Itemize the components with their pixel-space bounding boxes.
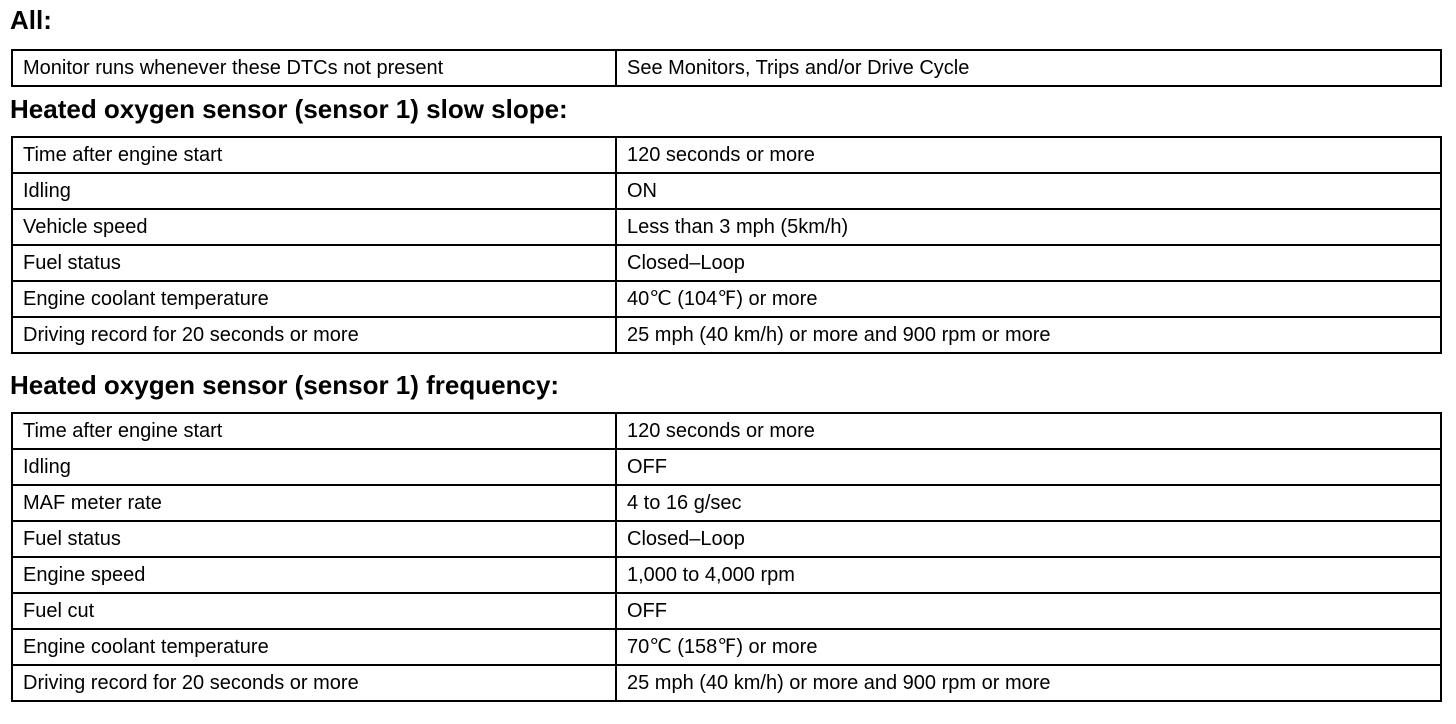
conditions-table-all <box>11 49 1442 87</box>
value-cell: 70℃ (158℉) or more <box>616 629 1441 665</box>
section-heading-all: All: <box>10 5 52 35</box>
condition-cell: Time after engine start <box>12 413 616 449</box>
value-cell: ON <box>616 173 1441 209</box>
condition-cell: Engine speed <box>12 557 616 593</box>
value-cell: See Monitors, Trips and/or Drive Cycle <box>616 50 1441 86</box>
table-row <box>12 449 1441 485</box>
table-row <box>12 593 1441 629</box>
value-cell: OFF <box>616 449 1441 485</box>
table-row <box>12 665 1441 701</box>
table-row <box>12 50 1441 86</box>
table-row <box>12 629 1441 665</box>
value-cell: 40℃ (104℉) or more <box>616 281 1441 317</box>
condition-cell: Driving record for 20 seconds or more <box>12 317 616 353</box>
value-cell: 120 seconds or more <box>616 137 1441 173</box>
value-cell: 25 mph (40 km/h) or more and 900 rpm or more <box>616 665 1441 701</box>
table-row <box>12 209 1441 245</box>
value-cell: Closed–Loop <box>616 521 1441 557</box>
table-row <box>12 413 1441 449</box>
condition-cell: Driving record for 20 seconds or more <box>12 665 616 701</box>
condition-cell: Monitor runs whenever these DTCs not present <box>12 50 616 86</box>
condition-cell: Time after engine start <box>12 137 616 173</box>
condition-cell: Fuel status <box>12 521 616 557</box>
table-row <box>12 281 1441 317</box>
table-row <box>12 485 1441 521</box>
value-cell: Less than 3 mph (5km/h) <box>616 209 1441 245</box>
table-row <box>12 173 1441 209</box>
value-cell: 120 seconds or more <box>616 413 1441 449</box>
table-row <box>12 521 1441 557</box>
condition-cell: Fuel cut <box>12 593 616 629</box>
conditions-table-slow-slope <box>11 136 1442 354</box>
value-cell: 25 mph (40 km/h) or more and 900 rpm or more <box>616 317 1441 353</box>
table-row <box>12 557 1441 593</box>
condition-cell: Fuel status <box>12 245 616 281</box>
condition-cell: Idling <box>12 173 616 209</box>
table-row <box>12 317 1441 353</box>
condition-cell: Idling <box>12 449 616 485</box>
condition-cell: Engine coolant temperature <box>12 281 616 317</box>
table-row <box>12 245 1441 281</box>
condition-cell: Vehicle speed <box>12 209 616 245</box>
table-row <box>12 137 1441 173</box>
condition-cell: MAF meter rate <box>12 485 616 521</box>
value-cell: 1,000 to 4,000 rpm <box>616 557 1441 593</box>
value-cell: Closed–Loop <box>616 245 1441 281</box>
section-heading-frequency: Heated oxygen sensor (sensor 1) frequency: <box>10 370 560 400</box>
condition-cell: Engine coolant temperature <box>12 629 616 665</box>
value-cell: 4 to 16 g/sec <box>616 485 1441 521</box>
section-heading-slow-slope: Heated oxygen sensor (sensor 1) slow slope: <box>10 94 568 124</box>
conditions-table-frequency <box>11 412 1442 702</box>
value-cell: OFF <box>616 593 1441 629</box>
